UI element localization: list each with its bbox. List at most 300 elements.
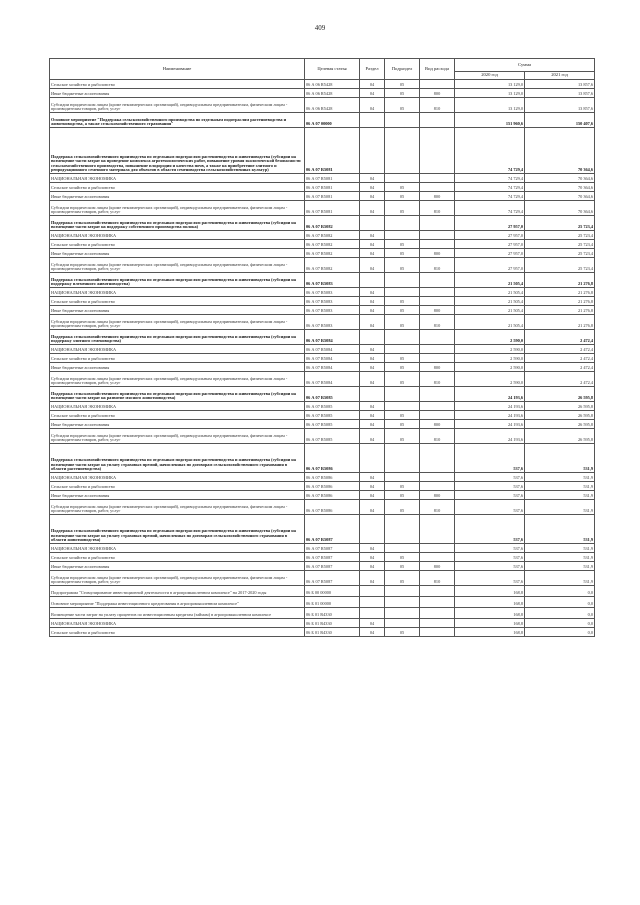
row-code: 06 А 07 R5084 [305,372,360,387]
row-code: 06 А 07 R5085 [305,420,360,429]
row-subsection [385,586,420,597]
row-section: 04 [360,562,385,571]
row-section: 04 [360,411,385,420]
row-expense-type [420,273,455,288]
row-section: 04 [360,345,385,354]
row-name: НАЦИОНАЛЬНАЯ ЭКОНОМИКА [50,402,305,411]
row-expense-type [420,544,455,553]
row-code: 06 А 07 R5081 [305,174,360,183]
row-section [360,387,385,402]
row-sum-2021: 21 276,8 [525,306,595,315]
row-section: 04 [360,288,385,297]
row-sum-2021: 26 595,8 [525,402,595,411]
row-name: Поддержка сельскохозяйственного производства по отдельным подотраслям растениеводства и животноводства (субсидии на поддержку племенного животноводства) [50,273,305,288]
row-subsection [385,402,420,411]
row-name: Сельское хозяйство и рыболовство [50,553,305,562]
table-row [50,240,595,249]
row-expense-type [420,345,455,354]
row-name: Субсидии юридическим лицам (кроме некоммерческих организаций), индивидуальным предпринимателям, физическим лицам - производителям товаров, работ, услуг [50,571,305,586]
row-sum-2021: 531,9 [525,562,595,571]
row-sum-2020: 168,8 [455,619,525,628]
row-expense-type: 810 [420,98,455,113]
budget-table [49,58,595,637]
row-sum-2021: 2 472,4 [525,330,595,345]
row-name: Иные бюджетные ассигнования [50,249,305,258]
table-row [50,345,595,354]
table-row [50,586,595,597]
row-code: 06 А 07 R5087 [305,553,360,562]
row-section: 04 [360,306,385,315]
row-section: 04 [360,297,385,306]
row-sum-2020: 537,6 [455,473,525,482]
row-sum-2020: 74 729,4 [455,192,525,201]
row-name: Сельское хозяйство и рыболовство [50,411,305,420]
row-subsection: 05 [385,249,420,258]
row-subsection: 05 [385,363,420,372]
row-code: 06 А 07 R5087 [305,544,360,553]
row-name: Подпрограмма "Стимулирование инвестиционной деятельности в агропромышленном комплексе" на 2017-2020 годы [50,586,305,597]
row-sum-2020: 21 505,4 [455,297,525,306]
row-name: Субсидии юридическим лицам (кроме некоммерческих организаций), индивидуальным предпринимателям, физическим лицам - производителям товаров, работ, услуг [50,372,305,387]
row-subsection [385,330,420,345]
row-section: 04 [360,500,385,515]
row-expense-type [420,387,455,402]
row-subsection [385,273,420,288]
header-code: Целевая статья [305,59,360,80]
row-expense-type [420,80,455,89]
row-sum-2020: 2 590,0 [455,345,525,354]
row-expense-type [420,444,455,473]
row-sum-2020: 2 590,0 [455,372,525,387]
row-name: Иные бюджетные ассигнования [50,562,305,571]
row-subsection: 05 [385,80,420,89]
row-section: 04 [360,354,385,363]
row-expense-type: 810 [420,429,455,444]
row-expense-type: 800 [420,420,455,429]
row-name: Сельское хозяйство и рыболовство [50,80,305,89]
row-name: НАЦИОНАЛЬНАЯ ЭКОНОМИКА [50,288,305,297]
table-row [50,249,595,258]
row-section: 04 [360,571,385,586]
row-code: 06 А 07 R5087 [305,562,360,571]
row-subsection: 05 [385,500,420,515]
row-expense-type: 810 [420,571,455,586]
row-name: Иные бюджетные ассигнования [50,420,305,429]
row-expense-type [420,628,455,637]
row-code: 06 А 06 R5428 [305,89,360,98]
row-sum-2020: 537,6 [455,444,525,473]
row-code: 06 А 07 R5081 [305,183,360,192]
row-sum-2020: 13 129,0 [455,80,525,89]
row-expense-type [420,482,455,491]
row-subsection [385,608,420,619]
row-section: 04 [360,628,385,637]
row-sum-2021: 531,9 [525,482,595,491]
row-expense-type [420,231,455,240]
row-name: Возмещение части затрат на уплату процентов по инвестиционным кредитам (займам) в агропромышленном комплексе [50,608,305,619]
row-code: 06 А 07 R5084 [305,345,360,354]
row-code: 06 А 06 R5428 [305,80,360,89]
row-expense-type: 800 [420,306,455,315]
row-subsection: 05 [385,192,420,201]
row-code: 06 А 07 R5082 [305,240,360,249]
row-expense-type [420,216,455,231]
row-section [360,444,385,473]
row-section: 04 [360,420,385,429]
row-expense-type: 800 [420,491,455,500]
row-name: НАЦИОНАЛЬНАЯ ЭКОНОМИКА [50,231,305,240]
table-body [50,80,595,637]
row-subsection: 05 [385,553,420,562]
row-sum-2020: 27 957,0 [455,240,525,249]
row-section [360,515,385,544]
row-sum-2021: 2 472,4 [525,354,595,363]
table-row [50,354,595,363]
row-expense-type [420,330,455,345]
row-sum-2021: 26 595,8 [525,387,595,402]
header-expense-type: Вид расхода [420,59,455,80]
row-sum-2021: 26 595,8 [525,429,595,444]
row-sum-2021: 21 276,8 [525,315,595,330]
row-subsection: 05 [385,372,420,387]
table-row [50,315,595,330]
row-expense-type [420,411,455,420]
row-code: 06 Б 01 00000 [305,597,360,608]
row-sum-2021: 2 472,4 [525,372,595,387]
row-sum-2021: 531,9 [525,491,595,500]
row-code: 06 А 07 R5081 [305,201,360,216]
row-code: 06 А 07 R5083 [305,288,360,297]
row-sum-2020: 537,6 [455,562,525,571]
row-expense-type: 800 [420,363,455,372]
row-subsection [385,515,420,544]
header-year-2020: 2020 год [455,72,525,80]
row-code: 06 Б 01 R4330 [305,619,360,628]
row-sum-2021: 13 857,6 [525,98,595,113]
row-section: 04 [360,80,385,89]
row-subsection: 05 [385,297,420,306]
table-row [50,306,595,315]
row-name: НАЦИОНАЛЬНАЯ ЭКОНОМИКА [50,473,305,482]
row-section [360,330,385,345]
row-name: Поддержка сельскохозяйственного производства по отдельным подотраслям растениеводства и животноводства (субсидии на возмещение части затрат на развитие мясного животноводства) [50,387,305,402]
row-expense-type [420,288,455,297]
row-code: 06 А 07 R5086 [305,482,360,491]
row-section: 04 [360,89,385,98]
row-sum-2020: 537,6 [455,482,525,491]
row-sum-2020: 21 505,4 [455,306,525,315]
row-subsection: 05 [385,183,420,192]
table-row [50,273,595,288]
row-code: 06 А 07 R5085 [305,429,360,444]
table-row [50,363,595,372]
row-sum-2021: 25 723,4 [525,216,595,231]
row-sum-2020: 27 957,0 [455,231,525,240]
table-row [50,89,595,98]
row-expense-type: 800 [420,89,455,98]
table-row [50,597,595,608]
row-sum-2021: 26 595,8 [525,411,595,420]
row-code: 06 А 07 R5081 [305,128,360,174]
row-sum-2020: 27 957,0 [455,249,525,258]
row-sum-2021: 0,0 [525,597,595,608]
row-subsection: 05 [385,98,420,113]
row-sum-2020: 24 193,6 [455,411,525,420]
row-code: 06 А 07 R5083 [305,306,360,315]
row-code: 06 А 07 R5086 [305,444,360,473]
row-sum-2021: 531,9 [525,544,595,553]
row-section: 04 [360,183,385,192]
row-section [360,216,385,231]
row-sum-2021: 70 364,6 [525,128,595,174]
row-name: Субсидии юридическим лицам (кроме некоммерческих организаций), индивидуальным предпринимателям, физическим лицам - производителям товаров, работ, услуг [50,429,305,444]
row-section [360,128,385,174]
table-row [50,288,595,297]
row-sum-2020: 168,8 [455,608,525,619]
row-expense-type [420,553,455,562]
table-row [50,608,595,619]
header-name: Наименование [50,59,305,80]
row-code: 06 А 07 R5084 [305,330,360,345]
row-section [360,586,385,597]
row-sum-2020: 168,8 [455,586,525,597]
row-section: 04 [360,192,385,201]
table-row [50,628,595,637]
table-row [50,491,595,500]
row-section: 04 [360,258,385,273]
row-code: 06 А 07 R5083 [305,297,360,306]
row-code: 06 Б 01 R4330 [305,628,360,637]
row-subsection: 05 [385,562,420,571]
row-expense-type [420,113,455,128]
row-subsection: 05 [385,482,420,491]
row-expense-type [420,586,455,597]
row-sum-2020: 24 193,6 [455,402,525,411]
table-row [50,297,595,306]
table-row [50,113,595,128]
row-expense-type: 810 [420,372,455,387]
row-expense-type [420,515,455,544]
table-row [50,420,595,429]
row-sum-2020: 151 960,6 [455,113,525,128]
row-expense-type: 810 [420,500,455,515]
table-row [50,562,595,571]
row-sum-2020: 537,6 [455,500,525,515]
row-sum-2021: 13 857,6 [525,89,595,98]
table-row [50,500,595,515]
row-section [360,113,385,128]
row-name: Основное мероприятие "Поддержка сельскохозяйственного производства по отдельным подотраслям растениеводства и животноводства, а также сельскохозяйственного страхования" [50,113,305,128]
row-section [360,273,385,288]
table-row [50,330,595,345]
row-sum-2020: 21 505,4 [455,273,525,288]
row-sum-2021: 26 595,8 [525,420,595,429]
table-row [50,183,595,192]
row-name: Иные бюджетные ассигнования [50,306,305,315]
table-header [50,59,595,80]
row-sum-2020: 27 957,0 [455,216,525,231]
row-expense-type [420,619,455,628]
table-row [50,128,595,174]
row-code: 06 А 07 R5083 [305,315,360,330]
row-name: Субсидии юридическим лицам (кроме некоммерческих организаций), индивидуальным предпринимателям, физическим лицам - производителям товаров, работ, услуг [50,315,305,330]
row-subsection [385,345,420,354]
row-sum-2021: 0,0 [525,608,595,619]
row-name: Иные бюджетные ассигнования [50,363,305,372]
row-name: Иные бюджетные ассигнования [50,192,305,201]
row-sum-2021: 25 723,4 [525,258,595,273]
row-name: Сельское хозяйство и рыболовство [50,628,305,637]
row-sum-2020: 13 129,0 [455,98,525,113]
row-name: Сельское хозяйство и рыболовство [50,354,305,363]
row-sum-2021: 531,9 [525,500,595,515]
row-name: Поддержка сельскохозяйственного производства по отдельным подотраслям растениеводства и животноводства (субсидии на возмещение части затрат на поддержку собственного производства молока) [50,216,305,231]
row-sum-2021: 25 723,4 [525,231,595,240]
table-row [50,387,595,402]
row-name: Иные бюджетные ассигнования [50,89,305,98]
row-name: Поддержка сельскохозяйственного производства по отдельным подотраслям растениеводства и животноводства (субсидии на возмещение части затрат на проведение комплекса агротехнологических работ, повышение уровня экологической безопасности сельскохозяйственного производства, повышение плодородия и качества почв, а также на приобретение элитного и репродукционного семенного материала для объектов в области семеноводства сельскохозяйственных культур) [50,128,305,174]
row-sum-2020: 13 129,0 [455,89,525,98]
row-code: 06 А 07 R5084 [305,363,360,372]
table-row [50,544,595,553]
row-expense-type [420,608,455,619]
row-sum-2020: 168,8 [455,628,525,637]
row-section: 04 [360,491,385,500]
table-row [50,201,595,216]
row-sum-2020: 537,6 [455,571,525,586]
row-subsection: 05 [385,306,420,315]
row-sum-2020: 74 729,4 [455,128,525,174]
row-code: 06 А 06 R5428 [305,98,360,113]
row-name: Основное мероприятие "Поддержка инвестиционного кредитования в агропромышленном комплексе" [50,597,305,608]
row-expense-type [420,128,455,174]
row-subsection [385,473,420,482]
row-section: 04 [360,473,385,482]
table-row [50,174,595,183]
row-section: 04 [360,429,385,444]
row-name: Иные бюджетные ассигнования [50,491,305,500]
row-sum-2021: 150 407,6 [525,113,595,128]
row-expense-type: 800 [420,192,455,201]
row-code: 06 А 07 00000 [305,113,360,128]
row-subsection [385,597,420,608]
row-subsection [385,113,420,128]
table-row [50,411,595,420]
row-code: 06 А 07 R5085 [305,411,360,420]
row-sum-2020: 537,6 [455,515,525,544]
row-expense-type [420,597,455,608]
row-sum-2021: 70 364,6 [525,201,595,216]
row-section: 04 [360,231,385,240]
row-subsection [385,174,420,183]
row-name: Поддержка сельскохозяйственного производства по отдельным подотраслям растениеводства и животноводства (субсидии на возмещение части затрат на уплату страховых премий, начисленных по договорам сельскохозяйственного страхования в области животноводства) [50,515,305,544]
row-subsection: 05 [385,491,420,500]
row-name: НАЦИОНАЛЬНАЯ ЭКОНОМИКА [50,619,305,628]
row-section: 04 [360,372,385,387]
table-row [50,553,595,562]
row-code: 06 А 07 R5082 [305,258,360,273]
row-code: 06 А 07 R5082 [305,231,360,240]
row-subsection: 05 [385,429,420,444]
row-name: НАЦИОНАЛЬНАЯ ЭКОНОМИКА [50,345,305,354]
row-sum-2020: 21 505,4 [455,288,525,297]
row-subsection [385,619,420,628]
row-expense-type [420,297,455,306]
table-row [50,444,595,473]
row-expense-type: 810 [420,201,455,216]
row-name: НАЦИОНАЛЬНАЯ ЭКОНОМИКА [50,544,305,553]
row-name: Сельское хозяйство и рыболовство [50,482,305,491]
row-sum-2021: 531,9 [525,571,595,586]
row-expense-type [420,174,455,183]
row-code: 06 А 07 R5086 [305,473,360,482]
row-name: Субсидии юридическим лицам (кроме некоммерческих организаций), индивидуальным предпринимателям, физическим лицам - производителям товаров, работ, услуг [50,500,305,515]
table-row [50,98,595,113]
row-section [360,597,385,608]
row-code: 06 Б 00 00000 [305,586,360,597]
row-sum-2020: 74 729,4 [455,183,525,192]
row-sum-2021: 70 364,6 [525,192,595,201]
row-section: 04 [360,249,385,258]
row-expense-type [420,354,455,363]
row-sum-2020: 74 729,4 [455,174,525,183]
row-code: 06 А 07 R5082 [305,249,360,258]
row-expense-type: 800 [420,249,455,258]
row-subsection [385,231,420,240]
table-row [50,515,595,544]
row-subsection [385,387,420,402]
row-name: Сельское хозяйство и рыболовство [50,183,305,192]
table-row [50,402,595,411]
row-sum-2020: 537,6 [455,544,525,553]
row-expense-type: 800 [420,562,455,571]
row-section: 04 [360,553,385,562]
row-sum-2020: 74 729,4 [455,201,525,216]
row-sum-2021: 25 723,4 [525,249,595,258]
table-row [50,473,595,482]
page-number: 409 [314,24,326,32]
row-sum-2021: 2 472,4 [525,345,595,354]
row-subsection: 05 [385,89,420,98]
row-section [360,608,385,619]
row-code: 06 Б 01 R4330 [305,608,360,619]
row-sum-2020: 24 193,6 [455,429,525,444]
row-sum-2020: 2 590,0 [455,330,525,345]
row-name: Поддержка сельскохозяйственного производства по отдельным подотраслям растениеводства и животноводства (субсидии на возмещение части затрат на уплату страховых премий, начисленных по договорам сельскохозяйственного страхования в области растениеводства) [50,444,305,473]
table-row [50,619,595,628]
row-section: 04 [360,619,385,628]
row-expense-type [420,183,455,192]
row-sum-2021: 0,0 [525,628,595,637]
row-expense-type: 810 [420,315,455,330]
row-sum-2021: 70 364,6 [525,183,595,192]
row-name: НАЦИОНАЛЬНАЯ ЭКОНОМИКА [50,174,305,183]
row-expense-type [420,473,455,482]
row-sum-2021: 531,9 [525,473,595,482]
row-name: Сельское хозяйство и рыболовство [50,297,305,306]
row-section: 04 [360,402,385,411]
row-subsection: 05 [385,571,420,586]
row-sum-2020: 24 193,6 [455,387,525,402]
row-section: 04 [360,482,385,491]
table-row [50,372,595,387]
row-name: Субсидии юридическим лицам (кроме некоммерческих организаций), индивидуальным предпринимателям, физическим лицам - производителям товаров, работ, услуг [50,98,305,113]
row-sum-2020: 2 590,0 [455,363,525,372]
header-year-2021: 2021 год [525,72,595,80]
row-name: Субсидии юридическим лицам (кроме некоммерческих организаций), индивидуальным предпринимателям, физическим лицам - производителям товаров, работ, услуг [50,201,305,216]
row-subsection [385,216,420,231]
table-row [50,192,595,201]
